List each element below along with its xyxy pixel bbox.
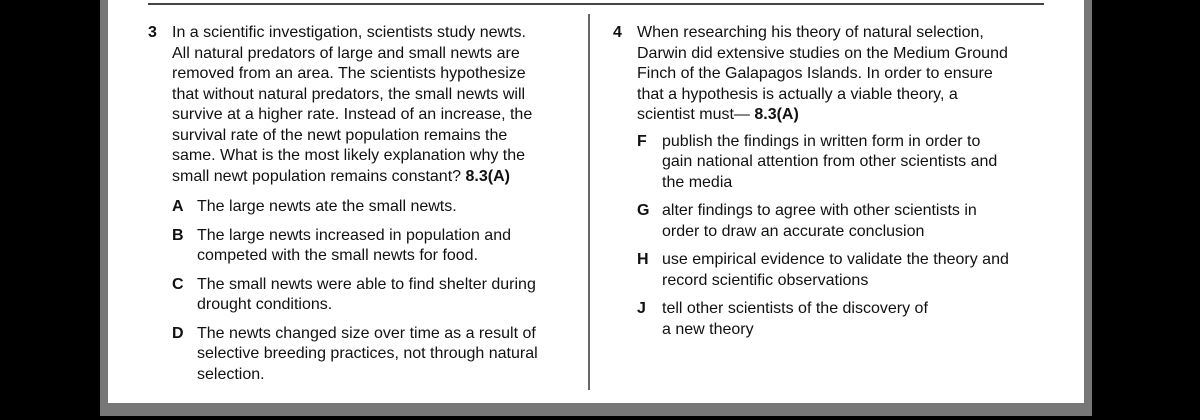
choice-letter: C [172, 275, 184, 293]
choice-letter: J [637, 300, 646, 317]
choice-text: The large newts ate the small newts. [197, 198, 457, 215]
choice-letter: A [172, 198, 184, 215]
question-stem [172, 23, 568, 187]
answer-choice-f[interactable] [637, 132, 1033, 194]
question-number: 3 [148, 24, 157, 41]
document-page [108, 0, 1084, 403]
choice-letter: F [637, 132, 647, 150]
question-stem [637, 23, 1033, 126]
column-divider [588, 14, 590, 390]
question-number: 4 [613, 24, 622, 41]
choice-text: use empirical evidence to validate the theory and record scientific observations [662, 251, 1009, 289]
document-page-border [100, 0, 1092, 416]
answer-choice-c[interactable] [172, 275, 568, 316]
question-stem-text: When researching his theory of natural selection, Darwin did extensive studies on the Medium Ground Finch of the Galapagos Islands. In order to ensure that a hypothesis is actually a viable theory, a scientist must— [637, 24, 1008, 123]
answer-choice-d[interactable] [172, 324, 568, 386]
answer-choice-h[interactable] [637, 250, 1033, 291]
standard-code: 8.3(A) [465, 167, 510, 185]
top-rule [148, 3, 1044, 5]
choice-text: tell other scientists of the discovery of a new theory [662, 300, 928, 338]
choice-text: The large newts increased in population and competed with the small newts for food. [197, 226, 511, 264]
choice-letter: G [637, 202, 650, 219]
question-4 [613, 23, 1033, 340]
answer-choice-a[interactable] [172, 197, 568, 218]
choice-letter: H [637, 251, 649, 268]
question-stem-text: In a scientific investigation, scientists study newts. All natural predators of large and small newts are removed from an area. The scientists hypothesize that without natural predators, the small newts will survive at a higher rate. Instead of an increase, the survival rate of the newt population remains the same. What is the most likely explanation why the small newt population remains constant? [172, 24, 533, 185]
choice-text: publish the findings in written form in order to gain national attention from other scientists and the media [662, 132, 998, 191]
question-3 [148, 23, 568, 385]
choice-letter: D [172, 324, 184, 342]
standard-code: 8.3(A) [754, 106, 799, 123]
answer-choice-b[interactable] [172, 226, 568, 267]
choice-text: alter findings to agree with other scientists in order to draw an accurate conclusion [662, 202, 977, 240]
choice-text: The newts changed size over time as a result of selective breeding practices, not through natural selection. [197, 324, 538, 383]
answer-choice-j[interactable] [637, 299, 1033, 340]
answer-choice-g[interactable] [637, 201, 1033, 242]
choice-text: The small newts were able to find shelter during drought conditions. [197, 275, 536, 313]
choice-letter: B [172, 226, 184, 244]
